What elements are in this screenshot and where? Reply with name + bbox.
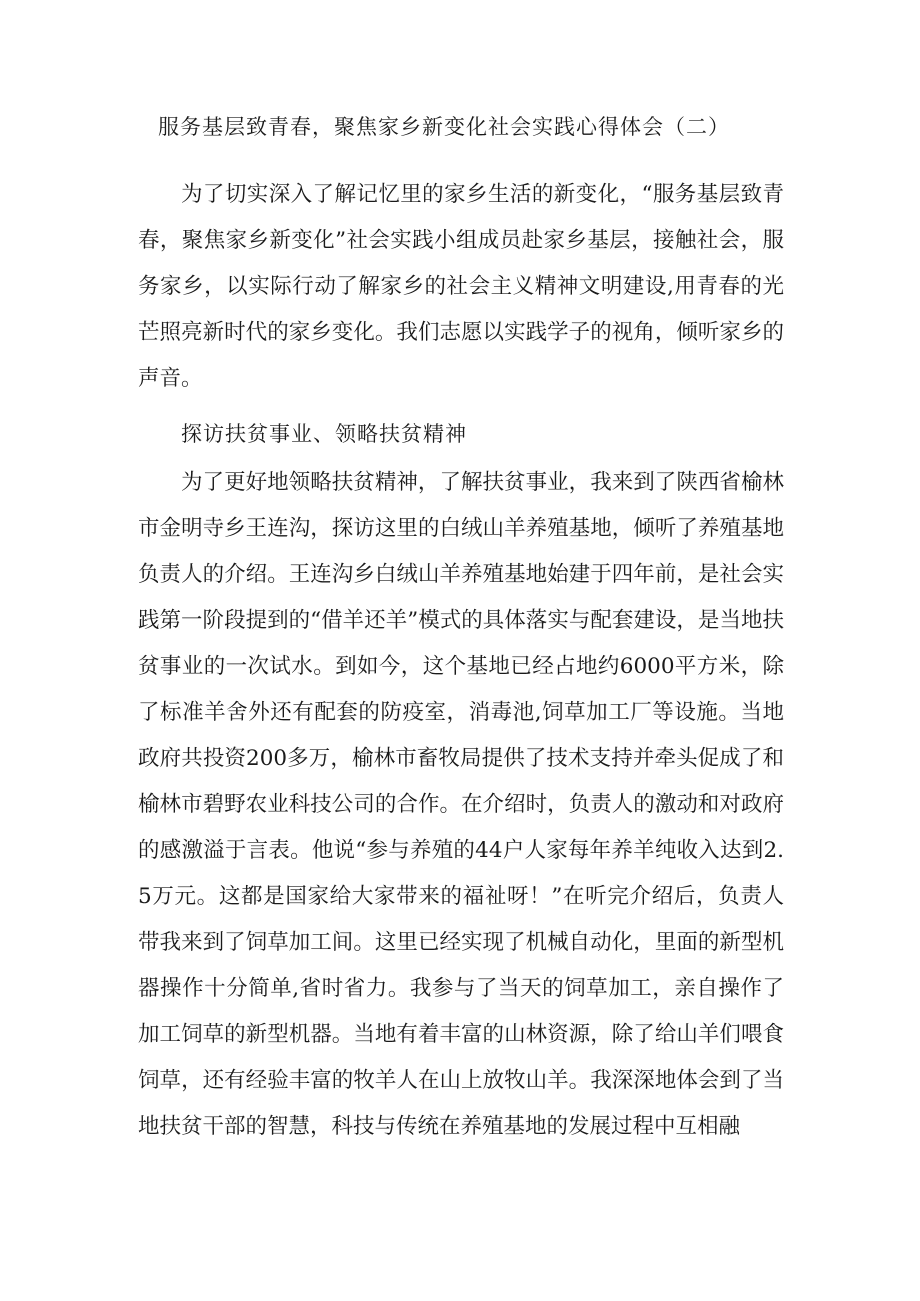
section-heading: 探访扶贫事业、领略扶贫精神	[181, 422, 467, 446]
body-paragraph: 为了更好地领略扶贫精神，了解扶贫事业，我来到了陕西省榆林市金明寺乡王连沟，探访这里的白绒山羊养殖基地，倾听了养殖基地负责人的介绍。王连沟乡白绒山羊养殖基地始建于四年前，是社会实践第一阶段提到的“借羊还羊”模式的具体落实与配套建设，是当地扶贫事业的一次试水。到如今，这个基地已经占地约6000平方米，除了标准羊舍外还有配套的防疫室，消毒池,饲草加工厂等设施。当地政府共投资200多万，榆林市畜牧局提供了技术支持并牵头促成了和榆林市碧野农业科技公司的合作。在介绍时，负责人的激动和对政府的感激溢于言表。他说“参与养殖的44户人家每年养羊纯收入达到2.5万元。这都是国家给大家带来的福祉呀！”在听完介绍后，负责人带我来到了饲草加工间。这里已经实现了机械自动化，里面的新型机器操作十分简单,省时省力。我参与了当天的饲草加工，亲自操作了加工饲草的新型机器。当地有着丰富的山林资源，除了给山羊们喂食饲草，还有经验丰富的牧羊人在山上放牧山羊。我深深地体会到了当地扶贫干部的智慧，科技与传统在养殖基地的发展过程中互相融	[138, 470, 784, 1139]
intro-paragraph: 为了切实深入了解记忆里的家乡生活的新变化，“服务基层致青春，聚焦家乡新变化”社会实践小组成员赴家乡基层，接触社会，服务家乡，以实际行动了解家乡的社会主义精神文明建设,用青春的光芒照亮新时代的家乡变化。我们志愿以实践学子的视角，倾听家乡的声音。	[138, 182, 784, 391]
document-title: 服务基层致青春，聚焦家乡新变化社会实践心得体会（二）	[158, 115, 730, 139]
